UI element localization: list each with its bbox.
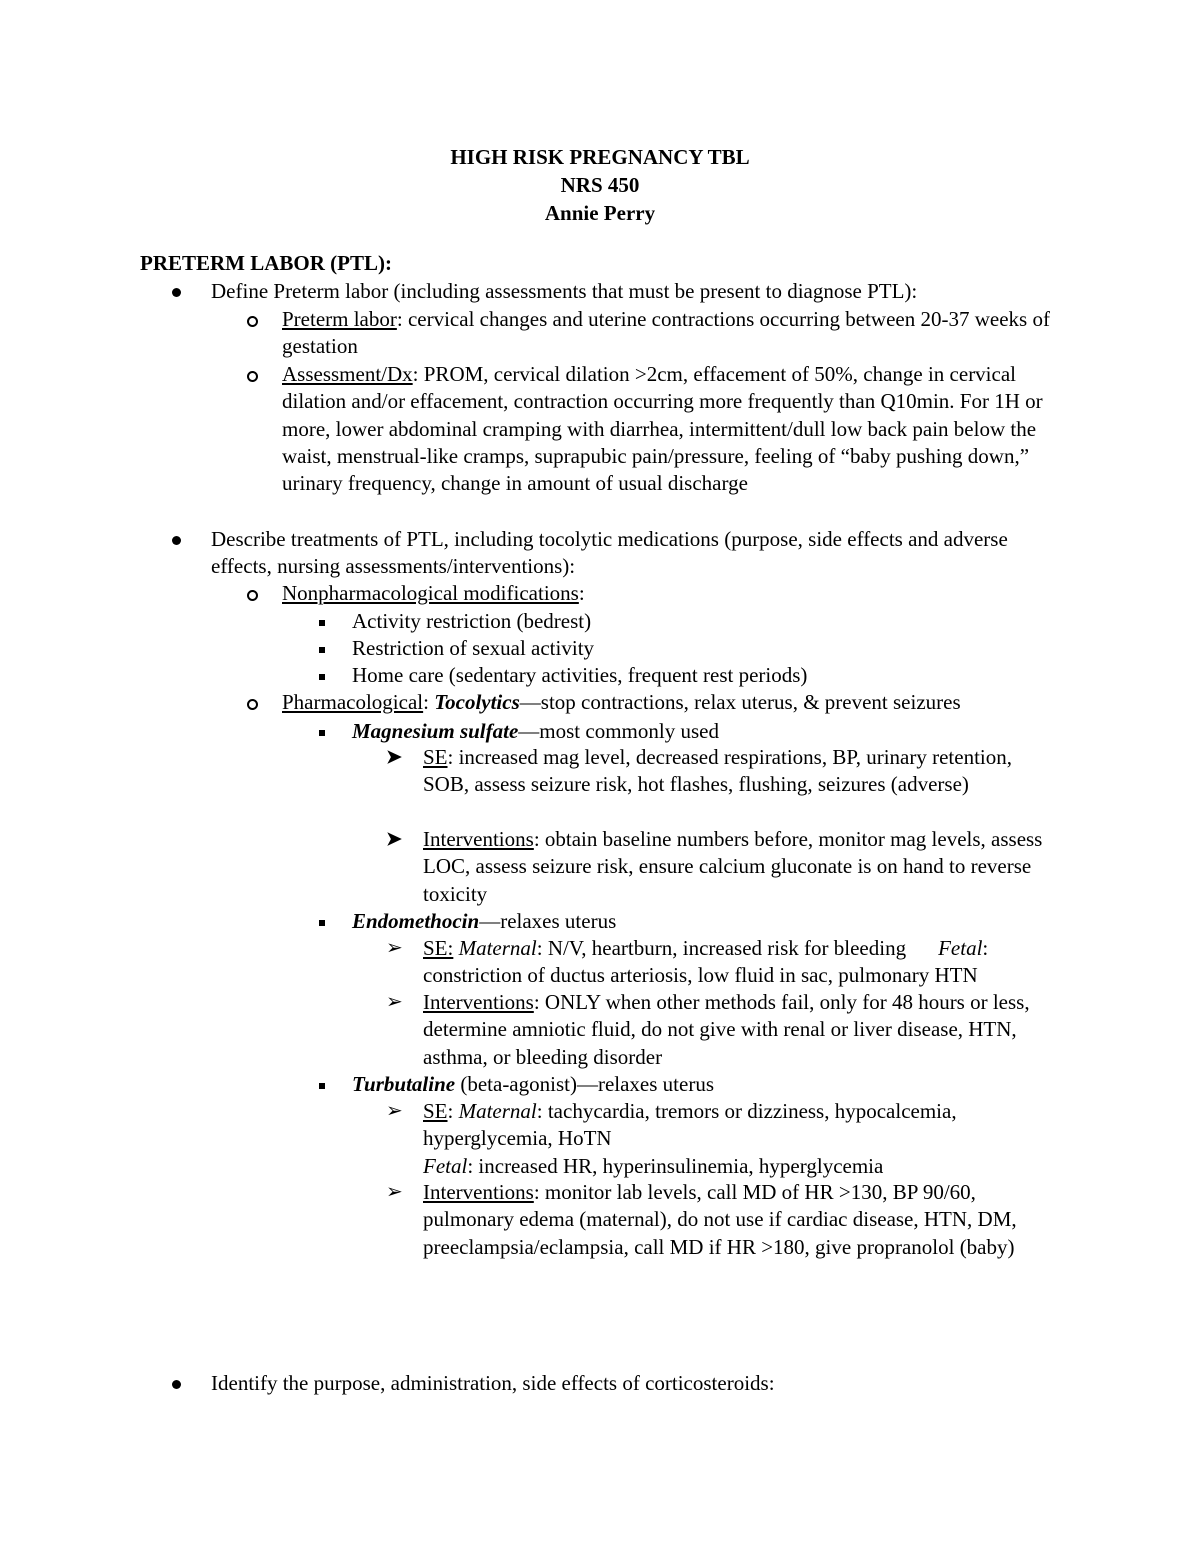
- mag-se: [423, 744, 1063, 799]
- se-label: SE:: [423, 936, 454, 960]
- drug-name: Endomethocin: [352, 909, 480, 933]
- se-text-maternal: : tachycardia, tremors or dizziness, hypocalcemia, hyperglycemia, HoTN: [423, 1099, 957, 1151]
- nonpharm-suffix: :: [578, 581, 585, 605]
- assessment-label: Assessment/Dx: [282, 362, 413, 386]
- list-item-nonpharm-3: Home care (sedentary activities, frequent rest periods): [352, 663, 808, 687]
- fetal-label: Fetal: [423, 1153, 468, 1178]
- arrow-bullet-icon: ➤: [386, 829, 402, 850]
- interventions-label: Interventions: [423, 1180, 534, 1204]
- bullet-circle: [247, 361, 258, 390]
- terb-se: [423, 1098, 1063, 1180]
- nonpharm-label: Nonpharmacological modifications: [282, 581, 579, 605]
- document-header: [0, 143, 1200, 227]
- arrow-bullet-icon: ➤: [386, 747, 402, 768]
- interventions-label: Interventions: [423, 990, 534, 1014]
- preterm-labor-label: Preterm labor: [282, 307, 397, 331]
- terb-interventions: [423, 1179, 1063, 1261]
- maternal-label: Maternal: [458, 936, 537, 960]
- se-text: : increased mag level, decreased respirations, BP, urinary retention, SOB, assess seizure risk, hot flashes, flushing, seizures (adverse): [423, 745, 1012, 797]
- list-item-pharm: [282, 689, 1062, 716]
- question-corticosteroids: Identify the purpose, administration, side effects of corticosteroids:: [211, 1371, 775, 1395]
- bullet-circle: [247, 580, 258, 609]
- drug-magnesium: [352, 718, 1052, 745]
- bullet-filled: [172, 526, 181, 553]
- pharm-sep: :: [423, 690, 435, 714]
- list-item-preterm-labor: [282, 306, 1062, 361]
- maternal-label: Maternal: [458, 1099, 537, 1123]
- endo-se: [423, 935, 1063, 990]
- mag-interventions: [423, 826, 1063, 908]
- arrow-bullet-icon: ➢: [386, 1181, 403, 1203]
- drug-desc: (beta-agonist)—relaxes uterus: [455, 1072, 714, 1096]
- arrow-bullet-icon: ➢: [386, 937, 403, 959]
- bullet-square: [319, 908, 325, 935]
- drug-name: Magnesium sulfate: [352, 719, 519, 743]
- question-treatments: Describe treatments of PTL, including tocolytic medications (purpose, side effects and adverse effects, nursing assessments/interventions):: [211, 527, 1008, 579]
- bullet-circle: [247, 689, 258, 718]
- pharm-label: Pharmacological: [282, 690, 424, 714]
- fetal-label: Fetal: [938, 936, 983, 960]
- drug-desc: —relaxes uterus: [479, 909, 617, 933]
- bullet-square: [319, 718, 325, 745]
- bullet-square: [319, 635, 325, 662]
- interventions-text: : ONLY when other methods fail, only for 48 hours or less, determine amniotic fluid, do not give with renal or liver disease, HTN, asthma, or bleeding disorder: [423, 990, 1030, 1069]
- interventions-label: Interventions: [423, 827, 534, 851]
- arrow-bullet-icon: ➢: [386, 1100, 403, 1122]
- question-define-ptl: Define Preterm labor (including assessments that must be present to diagnose PTL):: [211, 279, 918, 303]
- se-text-fetal: : constriction of ductus arteriosis, low fluid in sac, pulmonary HTN: [423, 936, 989, 988]
- drug-turbutaline: [352, 1071, 1052, 1098]
- bullet-circle: [247, 306, 258, 335]
- section-title: PRETERM LABOR (PTL):: [140, 251, 392, 275]
- se-label: SE: [423, 1099, 448, 1123]
- se-text-fetal: : increased HR, hyperinsulinemia, hyperglycemia: [467, 1153, 884, 1178]
- header-course: NRS 450: [560, 173, 640, 197]
- tocolytics-label: Tocolytics: [434, 690, 520, 714]
- interventions-text: : monitor lab levels, call MD of HR >130, BP 90/60, pulmonary edema (maternal), do not use if cardiac disease, HTN, DM, preeclampsia/eclampsia, call MD if HR >180, give propranolol (baby): [423, 1180, 1017, 1259]
- bullet-square: [319, 662, 325, 689]
- arrow-bullet-icon: ➢: [386, 991, 403, 1013]
- header-title: HIGH RISK PREGNANCY TBL: [450, 145, 750, 169]
- interventions-text: : obtain baseline numbers before, monitor mag levels, assess LOC, assess seizure risk, ensure calcium gluconate is on hand to reverse toxicity: [423, 827, 1043, 906]
- se-sep: :: [447, 1099, 459, 1123]
- pharm-text: —stop contractions, relax uterus, & prevent seizures: [519, 690, 961, 714]
- drug-desc: —most commonly used: [518, 719, 719, 743]
- endo-interventions: [423, 989, 1063, 1071]
- bullet-filled: [172, 278, 181, 305]
- se-label: SE: [423, 745, 448, 769]
- drug-name: Turbutaline: [352, 1072, 456, 1096]
- list-item-nonpharm-2: Restriction of sexual activity: [352, 636, 595, 660]
- list-item-assessment: [282, 361, 1062, 497]
- bullet-filled: [172, 1370, 181, 1397]
- drug-endomethocin: [352, 908, 1052, 935]
- preterm-labor-text: : cervical changes and uterine contractions occurring between 20-37 weeks of gestation: [282, 307, 1050, 359]
- se-text-maternal: : N/V, heartburn, increased risk for bleeding: [536, 936, 907, 960]
- list-item-nonpharm: [282, 580, 1062, 607]
- list-item-nonpharm-1: Activity restriction (bedrest): [352, 609, 592, 633]
- assessment-text: : PROM, cervical dilation >2cm, effacement of 50%, change in cervical dilation and/or effacement, contraction occurring more frequently than Q10min. For 1H or more, lower abdominal cramping with diarrhea, intermittent/dull low back pain below the waist, menstrual-like cramps, suprapubic pain/pressure, feeling of “baby pushing down,” urinary frequency, change in amount of usual discharge: [282, 362, 1043, 496]
- bullet-square: [319, 608, 325, 635]
- header-author: Annie Perry: [544, 201, 656, 225]
- bullet-square: [319, 1071, 325, 1098]
